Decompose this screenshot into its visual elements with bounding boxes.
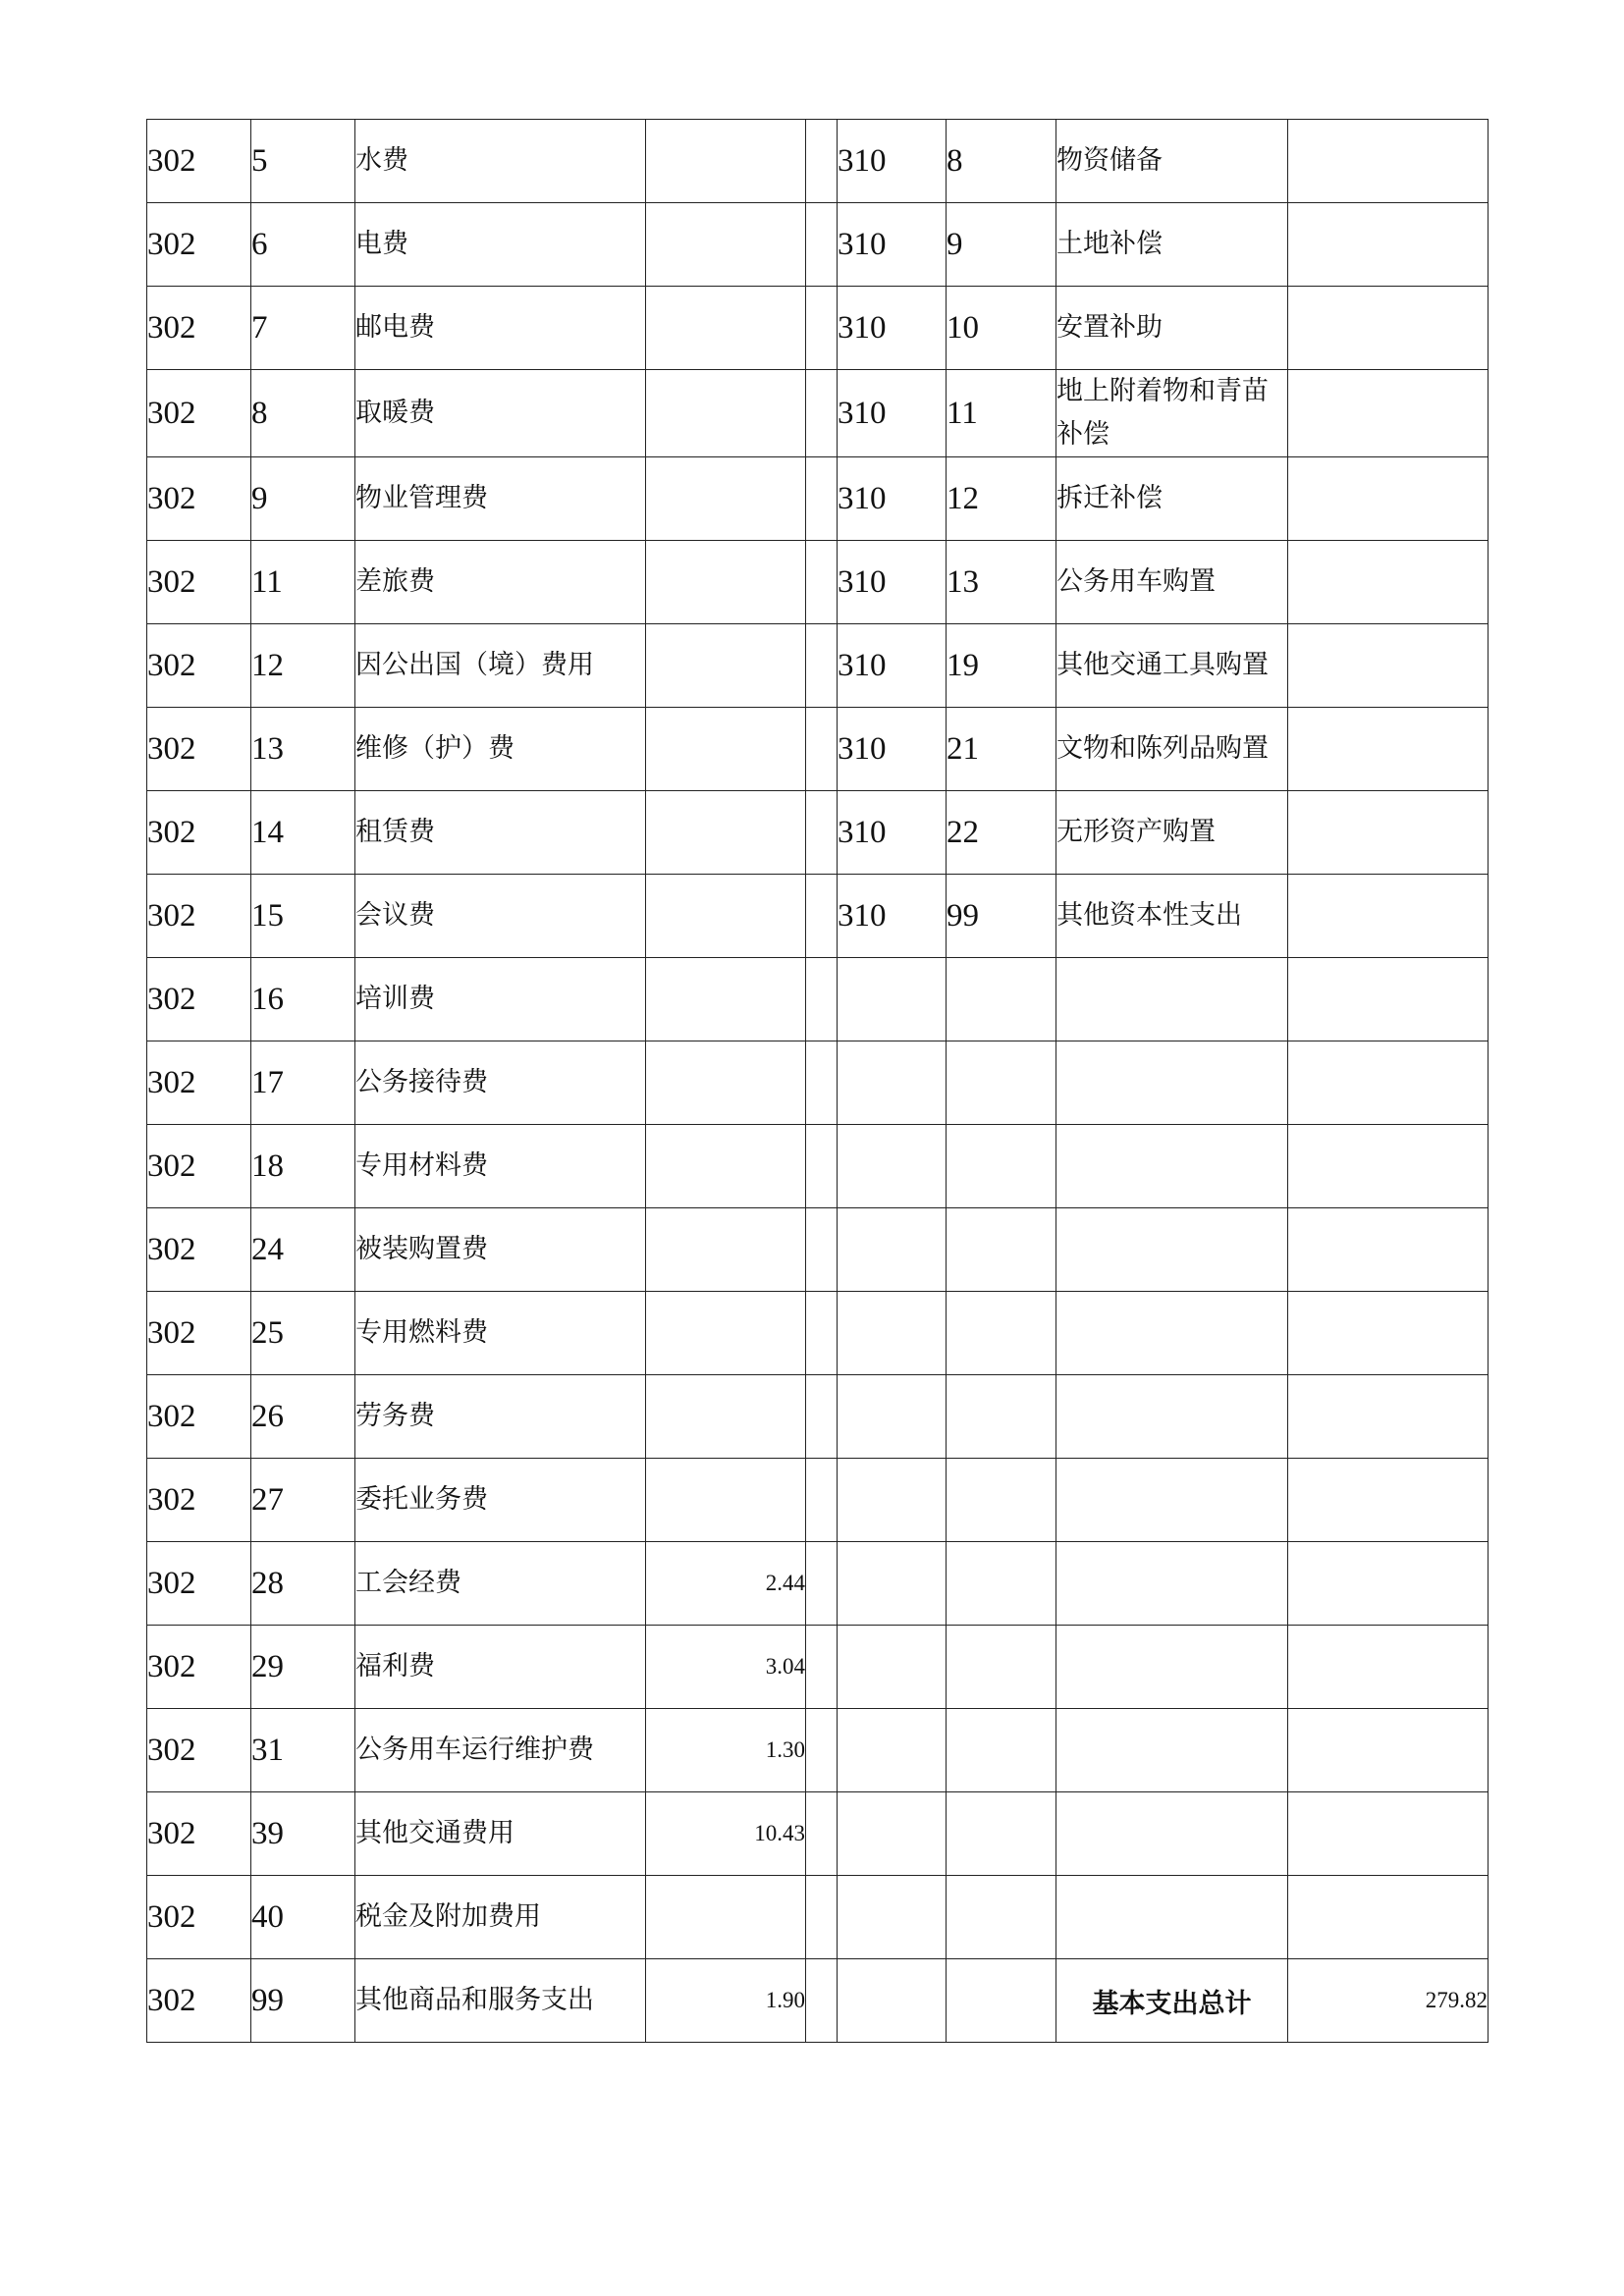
left-item-amount: 1.90 [646,1959,806,2043]
right-item-amount [1288,875,1489,958]
right-class-code: 310 [838,624,947,708]
left-item-amount: 10.43 [646,1792,806,1876]
right-item-code [947,1542,1056,1626]
column-gap [806,958,838,1041]
left-item-name: 税金及附加费用 [355,1876,646,1959]
left-item-amount [646,541,806,624]
left-item-code: 27 [251,1459,355,1542]
left-item-name: 会议费 [355,875,646,958]
right-item-code [947,1792,1056,1876]
right-item-name [1056,1876,1288,1959]
left-item-name: 培训费 [355,958,646,1041]
right-class-code [838,1876,947,1959]
left-item-amount [646,1125,806,1208]
right-item-amount [1288,1876,1489,1959]
left-item-name: 劳务费 [355,1375,646,1459]
column-gap [806,203,838,287]
right-item-code [947,1375,1056,1459]
table-row [147,120,1489,203]
left-item-amount [646,1292,806,1375]
left-item-amount [646,958,806,1041]
left-item-code: 8 [251,370,355,457]
left-item-amount [646,1041,806,1125]
right-item-code [947,1459,1056,1542]
right-item-amount [1288,1041,1489,1125]
column-gap [806,1876,838,1959]
right-item-code [947,1041,1056,1125]
table-row [147,287,1489,370]
left-item-amount: 1.30 [646,1709,806,1792]
left-class-code: 302 [147,1041,251,1125]
left-item-code: 17 [251,1041,355,1125]
table-row [147,457,1489,541]
left-item-name: 租赁费 [355,791,646,875]
right-class-code [838,1709,947,1792]
column-gap [806,457,838,541]
right-item-amount [1288,1375,1489,1459]
left-item-name: 水费 [355,120,646,203]
table-row [147,1626,1489,1709]
left-item-code: 12 [251,624,355,708]
left-item-code: 25 [251,1292,355,1375]
column-gap [806,120,838,203]
total-label: 基本支出总计 [1056,1959,1288,2043]
right-class-code [838,1208,947,1292]
left-item-amount [646,1208,806,1292]
right-item-name [1056,1459,1288,1542]
left-item-amount [646,875,806,958]
right-class-code [838,1459,947,1542]
left-item-amount [646,120,806,203]
left-class-code: 302 [147,1459,251,1542]
left-item-code: 26 [251,1375,355,1459]
right-item-amount [1288,1792,1489,1876]
left-item-code: 15 [251,875,355,958]
table-row [147,1459,1489,1542]
table-row [147,1709,1489,1792]
left-class-code: 302 [147,120,251,203]
right-item-name: 公务用车购置 [1056,541,1288,624]
right-item-name: 拆迁补偿 [1056,457,1288,541]
table-row [147,541,1489,624]
left-class-code: 302 [147,203,251,287]
right-item-code: 21 [947,708,1056,791]
column-gap [806,1125,838,1208]
right-item-amount [1288,1709,1489,1792]
left-item-name: 专用燃料费 [355,1292,646,1375]
right-item-amount [1288,370,1489,457]
right-item-amount [1288,1208,1489,1292]
table-body [147,120,1489,2043]
expenditure-table [146,119,1489,2043]
left-class-code: 302 [147,541,251,624]
right-item-name: 土地补偿 [1056,203,1288,287]
left-item-code: 31 [251,1709,355,1792]
right-item-amount [1288,708,1489,791]
left-item-amount [646,203,806,287]
left-class-code: 302 [147,1876,251,1959]
left-item-name: 物业管理费 [355,457,646,541]
right-class-code: 310 [838,203,947,287]
right-item-amount [1288,287,1489,370]
column-gap [806,708,838,791]
column-gap [806,1959,838,2043]
left-item-name: 电费 [355,203,646,287]
right-item-amount [1288,958,1489,1041]
right-item-name: 地上附着物和青苗补偿 [1056,370,1288,457]
left-item-amount: 3.04 [646,1626,806,1709]
table-row [147,1959,1489,2043]
right-item-name [1056,1542,1288,1626]
table-row [147,1041,1489,1125]
right-item-code [947,1959,1056,2043]
column-gap [806,1709,838,1792]
left-item-amount: 2.44 [646,1542,806,1626]
left-class-code: 302 [147,1792,251,1876]
table-row [147,875,1489,958]
left-item-amount [646,1375,806,1459]
left-item-name: 公务用车运行维护费 [355,1709,646,1792]
right-item-name: 物资储备 [1056,120,1288,203]
right-item-code: 10 [947,287,1056,370]
left-item-code: 39 [251,1792,355,1876]
left-class-code: 302 [147,457,251,541]
table-row [147,958,1489,1041]
table-row [147,708,1489,791]
column-gap [806,1375,838,1459]
column-gap [806,287,838,370]
left-item-name: 专用材料费 [355,1125,646,1208]
column-gap [806,1292,838,1375]
right-class-code: 310 [838,541,947,624]
column-gap [806,1208,838,1292]
left-item-code: 24 [251,1208,355,1292]
left-item-name: 其他商品和服务支出 [355,1959,646,2043]
table-row [147,1792,1489,1876]
left-item-code: 18 [251,1125,355,1208]
right-item-code: 11 [947,370,1056,457]
left-item-name: 其他交通费用 [355,1792,646,1876]
left-class-code: 302 [147,1542,251,1626]
right-class-code [838,1041,947,1125]
right-item-amount [1288,1125,1489,1208]
left-item-name: 委托业务费 [355,1459,646,1542]
right-class-code [838,958,947,1041]
right-class-code [838,1292,947,1375]
right-item-code: 13 [947,541,1056,624]
table-row [147,370,1489,457]
column-gap [806,370,838,457]
left-item-code: 9 [251,457,355,541]
left-item-amount [646,708,806,791]
table-row [147,1292,1489,1375]
right-item-code: 19 [947,624,1056,708]
left-item-code: 5 [251,120,355,203]
table-row [147,203,1489,287]
table-row [147,1125,1489,1208]
right-class-code: 310 [838,370,947,457]
right-item-amount [1288,791,1489,875]
right-class-code: 310 [838,791,947,875]
column-gap [806,541,838,624]
table-row [147,1375,1489,1459]
right-class-code: 310 [838,120,947,203]
right-item-name [1056,958,1288,1041]
column-gap [806,791,838,875]
right-item-code [947,1626,1056,1709]
table-row [147,791,1489,875]
right-item-amount [1288,1626,1489,1709]
right-item-name [1056,1208,1288,1292]
right-class-code [838,1792,947,1876]
left-item-code: 13 [251,708,355,791]
right-item-name [1056,1125,1288,1208]
column-gap [806,875,838,958]
right-item-name: 无形资产购置 [1056,791,1288,875]
left-item-name: 因公出国（境）费用 [355,624,646,708]
right-class-code: 310 [838,287,947,370]
left-item-amount [646,457,806,541]
left-item-name: 公务接待费 [355,1041,646,1125]
left-item-amount [646,791,806,875]
left-class-code: 302 [147,791,251,875]
left-class-code: 302 [147,1375,251,1459]
right-item-code: 9 [947,203,1056,287]
right-item-code [947,1876,1056,1959]
left-item-name: 维修（护）费 [355,708,646,791]
right-item-amount [1288,1459,1489,1542]
left-item-code: 28 [251,1542,355,1626]
left-class-code: 302 [147,875,251,958]
right-class-code [838,1626,947,1709]
left-item-name: 被装购置费 [355,1208,646,1292]
right-class-code [838,1959,947,2043]
column-gap [806,1041,838,1125]
right-item-code [947,1208,1056,1292]
right-item-amount [1288,1542,1489,1626]
right-item-amount [1288,1292,1489,1375]
left-class-code: 302 [147,1709,251,1792]
left-class-code: 302 [147,1125,251,1208]
right-class-code [838,1375,947,1459]
right-class-code: 310 [838,708,947,791]
right-item-code [947,1709,1056,1792]
right-item-name [1056,1041,1288,1125]
right-class-code [838,1542,947,1626]
left-item-code: 7 [251,287,355,370]
right-item-code: 99 [947,875,1056,958]
right-item-name [1056,1292,1288,1375]
right-item-amount [1288,203,1489,287]
right-item-code [947,1125,1056,1208]
left-class-code: 302 [147,708,251,791]
left-item-code: 99 [251,1959,355,2043]
left-item-name: 福利费 [355,1626,646,1709]
right-item-amount [1288,624,1489,708]
left-item-name: 工会经费 [355,1542,646,1626]
right-item-name [1056,1375,1288,1459]
left-item-amount [646,1459,806,1542]
right-item-name: 文物和陈列品购置 [1056,708,1288,791]
column-gap [806,1459,838,1542]
right-item-code: 22 [947,791,1056,875]
left-class-code: 302 [147,1626,251,1709]
left-item-amount [646,287,806,370]
left-item-code: 14 [251,791,355,875]
left-class-code: 302 [147,1959,251,2043]
left-item-amount [646,370,806,457]
right-class-code: 310 [838,457,947,541]
right-item-amount [1288,541,1489,624]
right-item-name [1056,1626,1288,1709]
right-item-name [1056,1709,1288,1792]
table-row [147,1876,1489,1959]
column-gap [806,1542,838,1626]
left-item-amount [646,624,806,708]
right-item-name: 其他交通工具购置 [1056,624,1288,708]
right-item-code [947,1292,1056,1375]
left-item-name: 邮电费 [355,287,646,370]
left-item-code: 6 [251,203,355,287]
right-item-code: 8 [947,120,1056,203]
left-item-code: 40 [251,1876,355,1959]
left-item-code: 11 [251,541,355,624]
column-gap [806,624,838,708]
right-class-code: 310 [838,875,947,958]
right-item-name: 安置补助 [1056,287,1288,370]
left-class-code: 302 [147,1292,251,1375]
left-item-code: 16 [251,958,355,1041]
column-gap [806,1792,838,1876]
right-item-amount [1288,120,1489,203]
left-class-code: 302 [147,624,251,708]
table-row [147,1542,1489,1626]
left-item-amount [646,1876,806,1959]
left-class-code: 302 [147,370,251,457]
left-class-code: 302 [147,958,251,1041]
right-class-code [838,1125,947,1208]
right-item-name [1056,1792,1288,1876]
left-class-code: 302 [147,1208,251,1292]
column-gap [806,1626,838,1709]
table-row [147,624,1489,708]
right-item-name: 其他资本性支出 [1056,875,1288,958]
left-class-code: 302 [147,287,251,370]
total-amount: 279.82 [1288,1959,1489,2043]
left-item-name: 取暖费 [355,370,646,457]
table-row [147,1208,1489,1292]
right-item-code [947,958,1056,1041]
left-item-code: 29 [251,1626,355,1709]
right-item-amount [1288,457,1489,541]
right-item-code: 12 [947,457,1056,541]
left-item-name: 差旅费 [355,541,646,624]
